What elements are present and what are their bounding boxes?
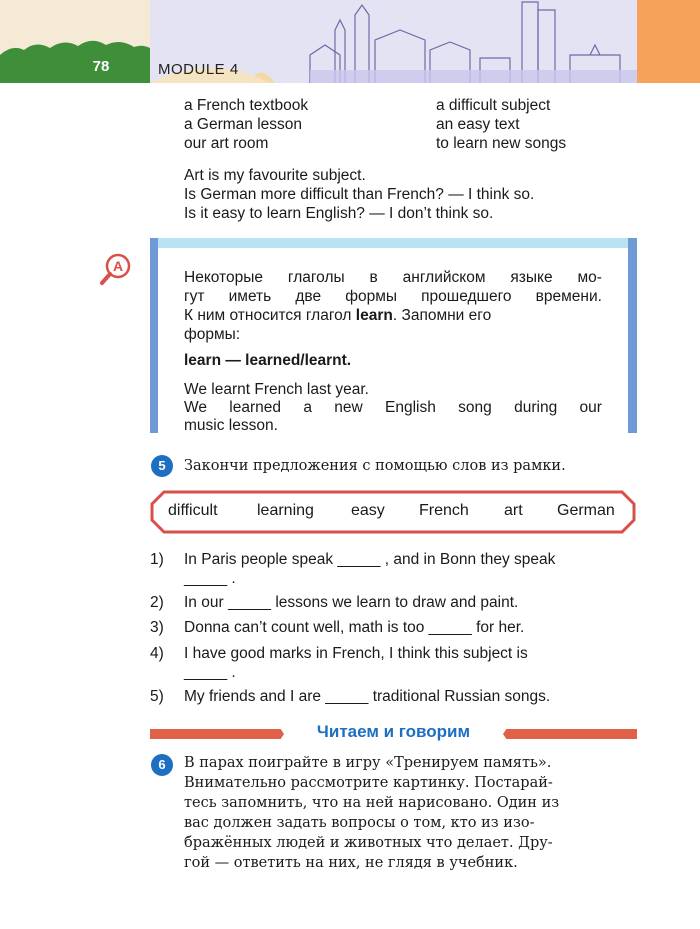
rule-line [184, 268, 602, 287]
rule-word: глаголы [287, 269, 345, 286]
rule-example: We learnt French last year. [184, 381, 369, 398]
rule-word: времени. [535, 288, 602, 305]
rule-word: song [458, 399, 492, 416]
rule-text-part: . Запомни его [392, 307, 492, 324]
example-sentence: Art is my favourite subject. [184, 167, 366, 184]
vocab-item: to learn new songs [436, 135, 567, 152]
rule-icon-letter: A [112, 258, 124, 274]
task-number-badge: 5 [151, 455, 173, 477]
rule-word: формы [345, 288, 398, 305]
rule-line [184, 287, 602, 306]
task-instruction: Закончи предложения с помощью слов из рамки. [184, 458, 566, 474]
page-number: 78 [92, 58, 110, 75]
rule-box-right-border [628, 238, 637, 433]
vocab-left-list [184, 96, 308, 153]
rule-word: We [184, 399, 207, 416]
exercise-text: In Paris people speak _____ , and in Bonn they speak [184, 551, 556, 568]
vocab-item: a German lesson [184, 116, 303, 133]
exercise-text: Donna can’t count well, math is too _____ for her. [184, 619, 525, 636]
rule-word: a [303, 399, 312, 416]
module-title: MODULE 4 [158, 61, 239, 78]
rule-word: our [579, 399, 602, 416]
word-box-item: easy [351, 502, 385, 519]
rule-word: две [295, 288, 322, 305]
rule-verb-bold: learn [355, 307, 393, 324]
word-box-item: art [504, 502, 523, 519]
rule-word: мо- [577, 269, 602, 286]
vocab-right-list [436, 96, 566, 153]
rule-word: прошедшего [421, 288, 512, 305]
rule-line: формы: [184, 326, 241, 343]
rule-text-part: К ним относится глагол [184, 307, 352, 324]
rule-example [184, 399, 602, 417]
exercise-text: _____ . [184, 664, 236, 681]
rule-box-left-border [150, 238, 158, 433]
exercise-text: _____ . [184, 570, 236, 587]
page-header [0, 0, 700, 83]
exercise-number: 1) [150, 551, 164, 568]
example-sentences [184, 166, 534, 223]
word-box-item: French [419, 502, 469, 519]
exercise-text: I have good marks in French, I think this subject is [184, 645, 528, 662]
rule-word: Некоторые [184, 269, 263, 286]
vocab-item: an easy text [436, 116, 520, 133]
word-box-item: German [557, 502, 615, 519]
rule-word: гут [184, 288, 205, 305]
paragraph-line: вас должен задать вопросы о том, кто из изо- [184, 815, 535, 831]
rule-example: music lesson. [184, 417, 278, 434]
exercise-number: 5) [150, 688, 164, 705]
verb-forms: learn — learned/learnt. [184, 352, 352, 369]
word-box-item: difficult [168, 502, 218, 519]
task-instruction-paragraph [184, 753, 637, 873]
rule-word: learned [229, 399, 282, 416]
rule-box-top-border [150, 238, 637, 248]
paragraph-line: гой — ответить на них, не глядя в учебник. [184, 855, 518, 871]
section-title: Читаем и говорим [316, 722, 471, 741]
rule-examples [184, 381, 602, 435]
rule-word: иметь [228, 288, 272, 305]
exercise-text: My friends and I are _____ traditional Russian songs. [184, 688, 551, 705]
task-number-badge: 6 [151, 754, 173, 776]
exercise-number: 4) [150, 645, 164, 662]
vocab-item: a difficult subject [436, 97, 551, 114]
exercise-number: 2) [150, 594, 164, 611]
rule-word: английском [402, 269, 486, 286]
rule-line [184, 306, 602, 325]
paragraph-line: Внимательно рассмотрите картинку. Постарай- [184, 775, 553, 791]
magnifier-icon [98, 252, 134, 288]
example-sentence: Is it easy to learn English? — I don’t think so. [184, 205, 494, 222]
exercise-text: In our _____ lessons we learn to draw and paint. [184, 594, 519, 611]
rule-word: English [385, 399, 436, 416]
paragraph-line: тесь запомнить, что на ней нарисовано. Один из [184, 795, 560, 811]
rule-word: языке [510, 269, 553, 286]
rule-text [184, 268, 602, 344]
example-sentence: Is German more difficult than French? — I think so. [184, 186, 535, 203]
paragraph-line: бражённых людей и животных что делает. Дру- [184, 835, 553, 851]
green-hills-decoration [0, 0, 150, 83]
vocab-item: our art room [184, 135, 269, 152]
paragraph-line: В парах поиграйте в игру «Тренируем память». [184, 755, 552, 771]
rule-word: during [514, 399, 558, 416]
word-box-item: learning [257, 502, 314, 519]
rule-word: new [334, 399, 363, 416]
rule-word: в [369, 269, 378, 286]
header-right-panel [637, 0, 700, 83]
vocab-item: a French textbook [184, 97, 309, 114]
exercise-number: 3) [150, 619, 164, 636]
